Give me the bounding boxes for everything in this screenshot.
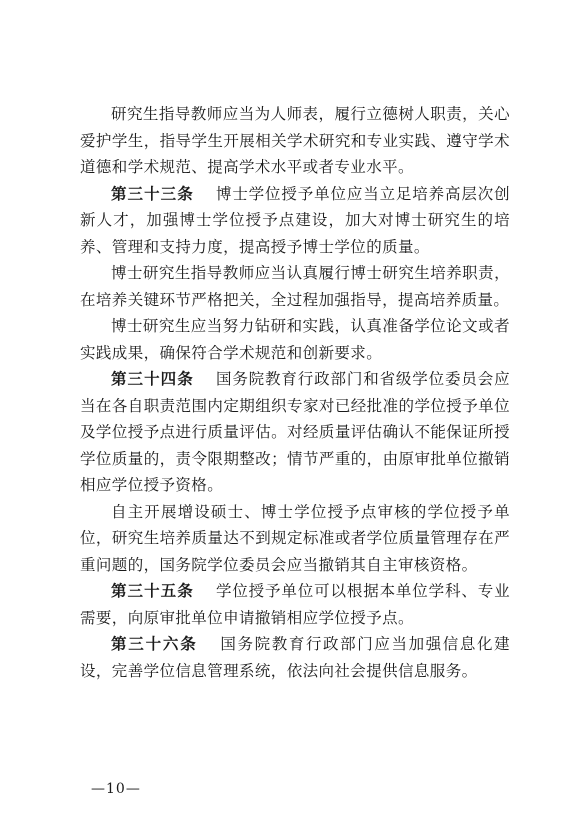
paragraph-7-text: 学位授予单位可以根据本单位学科、专业需要，向原审批单位申请撤销相应学位授予点。 [80, 582, 510, 627]
paragraph-3-text: 博士研究生指导教师应当认真履行博士研究生培养职责，在培养关键环节严格把关，全过程加强指导，提高培养质量。 [80, 264, 510, 309]
paragraph-2 [80, 181, 510, 261]
paragraph-1 [80, 101, 510, 181]
article-35-label: 第三十五条 [111, 582, 194, 600]
page-number: —10— [91, 781, 141, 797]
paragraph-5 [80, 366, 510, 499]
document-body [80, 101, 510, 684]
paragraph-8 [80, 631, 510, 684]
paragraph-7 [80, 578, 510, 631]
article-33-label: 第三十三条 [111, 184, 194, 203]
paragraph-8-text: 国务院教育行政部门应当加强信息化建设，完善学位信息管理系统，依法向社会提供信息服务。 [80, 635, 510, 680]
paragraph-6 [80, 499, 510, 579]
paragraph-2-text: 博士学位授予单位应当立足培养高层次创新人才，加强博士学位授予点建设，加大对博士研究生的培养、管理和支持力度，提高授予博士学位的质量。 [80, 184, 510, 256]
paragraph-5-text: 国务院教育行政部门和省级学位委员会应当在各自职责范围内定期组织专家对已经批准的学位授予单位及学位授予点进行质量评估。对经质量评估确认不能保证所授学位质量的，责令限期整改；情节严重的，由原审批单位撤销相应学位授予资格。 [80, 370, 510, 494]
paragraph-4-text: 博士研究生应当努力钻研和实践，认真准备学位论文或者实践成果，确保符合学术规范和创新要求。 [80, 317, 510, 362]
paragraph-3 [80, 260, 510, 313]
article-36-label: 第三十六条 [111, 635, 198, 653]
paragraph-4 [80, 313, 510, 366]
article-34-label: 第三十四条 [111, 370, 194, 388]
paragraph-1-text: 研究生指导教师应当为人师表，履行立德树人职责，关心爱护学生，指导学生开展相关学术研究和专业实践、遵守学术道德和学术规范、提高学术水平或者专业水平。 [80, 105, 510, 176]
paragraph-6-text: 自主开展增设硕士、博士学位授予点审核的学位授予单位，研究生培养质量达不到规定标准或者学位质量管理存在严重问题的，国务院学位委员会应当撤销其自主审核资格。 [80, 502, 510, 574]
